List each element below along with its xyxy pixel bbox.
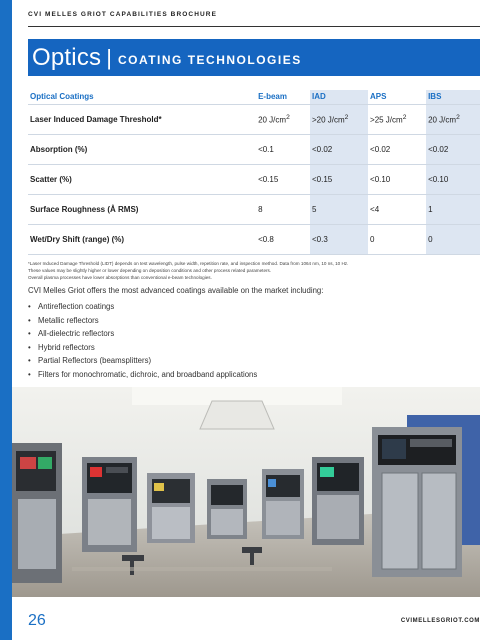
coating-lab-photo [12, 387, 480, 597]
cell-ibs: <0.02 [426, 135, 480, 165]
cell-aps: <0.02 [368, 135, 426, 165]
cell-ibs: 20 $J/cm^2$ [426, 105, 480, 135]
col-header-aps: APS [368, 90, 426, 105]
cell-ibs: 0 [426, 225, 480, 255]
cell-iad: 5 [310, 195, 368, 225]
row-label: Scatter (%) [28, 165, 256, 195]
col-header-property: Optical Coatings [28, 90, 256, 105]
table-row [28, 135, 480, 165]
table-row [28, 195, 480, 225]
table-footnotes [28, 260, 468, 282]
cell-ibs: 1 [426, 195, 480, 225]
list-item: • Antireflection coatings [28, 300, 257, 314]
cell-ebeam: 20 $J/cm^2$ [256, 105, 310, 135]
intro-paragraph: CVI Melles Griot offers the most advanced coatings available on the market including: [28, 286, 324, 295]
table-row [28, 105, 480, 135]
bullet-icon: • [28, 369, 31, 379]
cell-ebeam: <0.15 [256, 165, 310, 195]
cell-iad: <0.15 [310, 165, 368, 195]
page-title: Optics [32, 43, 102, 71]
list-item: • Filters for monochromatic, dichroic, and broadband applications [28, 368, 257, 382]
row-label: Absorption (%) [28, 135, 256, 165]
cell-aps: >25 $J/cm^2$ [368, 105, 426, 135]
left-accent-bar [0, 0, 12, 640]
footnote-line: These values may be slightly higher or lower depending on deposition conditions and other process related parameters. [28, 268, 272, 274]
col-header-ebeam: E-beam [256, 90, 310, 105]
col-header-ibs: IBS [426, 90, 480, 105]
title-separator: | [106, 44, 112, 70]
cell-ebeam: 8 [256, 195, 310, 225]
coating-applications-list [28, 300, 257, 381]
cell-iad: <0.02 [310, 135, 368, 165]
row-label: Laser Induced Damage Threshold* [28, 105, 256, 135]
cell-ebeam: <0.1 [256, 135, 310, 165]
table-row [28, 225, 480, 255]
bullet-icon: • [28, 342, 31, 352]
table-row [28, 165, 480, 195]
list-item: • Hybrid reflectors [28, 341, 257, 355]
row-label: Wet/Dry Shift (range) (%) [28, 225, 256, 255]
footnote-line: Overall plasma processes have lower absorptions than conventional e-beam technologies. [28, 275, 212, 281]
top-divider [28, 26, 480, 27]
row-label: Surface Roughness (Å RMS) [28, 195, 256, 225]
cell-aps: <4 [368, 195, 426, 225]
list-item: • Metallic reflectors [28, 314, 257, 328]
bullet-icon: • [28, 329, 31, 338]
cell-ibs: <0.10 [426, 165, 480, 195]
col-header-iad: IAD [310, 90, 368, 105]
cell-iad: <0.3 [310, 225, 368, 255]
bullet-icon: • [28, 302, 31, 311]
list-item: • Partial Reflectors (beamsplitters) [28, 354, 257, 368]
coatings-table [28, 90, 480, 255]
cell-aps: 0 [368, 225, 426, 255]
website-url[interactable]: CVIMELLESGRIOT.COM [400, 618, 480, 624]
page-subtitle: COATING TECHNOLOGIES [117, 52, 302, 67]
list-item: • All-dielectric reflectors [28, 327, 257, 341]
table-header-row [28, 90, 480, 105]
bullet-icon: • [28, 315, 31, 325]
cell-aps: <0.10 [368, 165, 426, 195]
cell-ebeam: <0.8 [256, 225, 310, 255]
footnote-line: *Laser Induced Damage Threshold (LIDT) depends on test wavelength, pulse width, repetition rate, and inspection method. Data from 1064 nm, 10 ns, 10 Hz. [28, 261, 349, 266]
page-number: 26 [28, 612, 46, 629]
brochure-label: CVI MELLES GRIOT CAPABILITIES BROCHURE [28, 11, 218, 18]
bullet-icon: • [28, 356, 31, 365]
cell-iad: >20 $J/cm^2$ [310, 105, 368, 135]
title-band [28, 39, 480, 76]
